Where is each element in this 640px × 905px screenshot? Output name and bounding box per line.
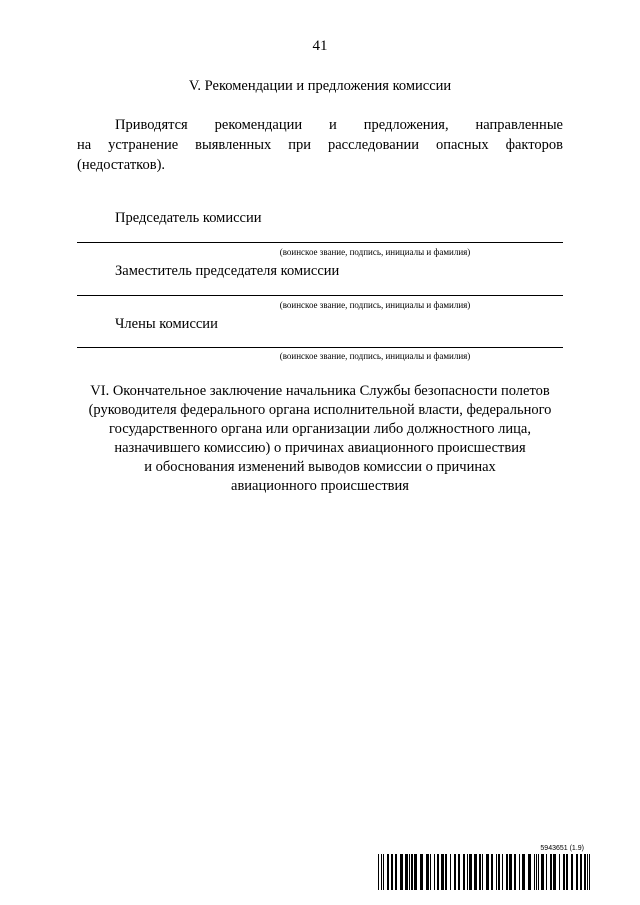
barcode-bar	[482, 854, 483, 890]
barcode-bar	[587, 854, 588, 890]
barcode-bar	[550, 854, 552, 890]
chairman-caption: (воинское звание, подпись, инициалы и фамилия)	[279, 247, 471, 257]
members-label: Члены комиссии	[115, 316, 218, 332]
barcode-image	[378, 854, 590, 890]
barcode-bar	[553, 854, 556, 890]
barcode-bar	[479, 854, 481, 890]
barcode-bar	[519, 854, 520, 890]
barcode-bar	[409, 854, 410, 890]
barcode-bar	[534, 854, 535, 890]
barcode-bar	[469, 854, 472, 890]
barcode-bar	[454, 854, 456, 890]
barcode-bar	[414, 854, 417, 890]
barcode-bar	[411, 854, 413, 890]
barcode-bar	[514, 854, 516, 890]
barcode-bar	[467, 854, 468, 890]
barcode-bar	[450, 854, 451, 890]
barcode-bar	[387, 854, 389, 890]
barcode-bar	[381, 854, 382, 890]
section-vi-heading-line: авиационного происшествия	[231, 478, 409, 494]
barcode-bar	[584, 854, 586, 890]
barcode-bar	[391, 854, 393, 890]
page-number: 41	[312, 38, 328, 54]
paragraph-line: (недостатков).	[77, 157, 166, 173]
section-vi-heading-line: VI. Окончательное заключение начальника Службы безопасности полетов	[90, 383, 550, 399]
section-vi-heading-line: (руководителя федерального органа исполнительной власти, федерального	[88, 402, 552, 418]
barcode-bar	[498, 854, 500, 890]
barcode-bar	[536, 854, 537, 890]
barcode-bar	[441, 854, 444, 890]
section-vi-heading-line: назначившего комиссию) о причинах авиационного происшествия	[114, 440, 526, 456]
barcode-bar	[400, 854, 403, 890]
barcode-bar	[430, 854, 431, 890]
barcode-bar	[434, 854, 435, 890]
paragraph-line: Приводятся рекомендации и предложения, направленные	[115, 117, 563, 133]
barcode-bar	[437, 854, 439, 890]
section-vi-heading-line: и обоснования изменений выводов комиссии о причинах	[144, 459, 496, 475]
barcode-bar	[563, 854, 565, 890]
barcode-bar	[522, 854, 525, 890]
section-vi-heading-line: государственного органа или организации либо должностного лица,	[109, 421, 531, 437]
barcode-bar	[420, 854, 423, 890]
barcode-bar	[589, 854, 590, 890]
deputy-caption: (воинское звание, подпись, инициалы и фамилия)	[279, 300, 471, 310]
barcode-bar	[538, 854, 539, 890]
barcode	[378, 845, 590, 893]
deputy-label: Заместитель председателя комиссии	[115, 263, 340, 279]
barcode-bar	[576, 854, 578, 890]
barcode-bar	[566, 854, 568, 890]
members-caption: (воинское звание, подпись, инициалы и фамилия)	[279, 351, 471, 361]
chairman-label: Председатель комиссии	[115, 210, 262, 226]
paragraph-line: на устранение выявленных при расследовании опасных факторов	[77, 137, 563, 153]
barcode-bar	[378, 854, 379, 890]
barcode-bar	[571, 854, 573, 890]
barcode-bar	[559, 854, 560, 890]
barcode-bar	[445, 854, 447, 890]
barcode-bar	[395, 854, 397, 890]
barcode-bar	[463, 854, 465, 890]
barcode-bar	[405, 854, 408, 890]
section-v-heading: V. Рекомендации и предложения комиссии	[188, 78, 452, 94]
section-vi-heading	[77, 382, 563, 496]
members-signature-line	[77, 347, 563, 348]
chairman-signature-line	[77, 242, 563, 243]
barcode-bar	[509, 854, 512, 890]
barcode-bar	[528, 854, 531, 890]
barcode-bar	[496, 854, 497, 890]
barcode-bar	[506, 854, 508, 890]
barcode-bar	[486, 854, 489, 890]
barcode-bar	[383, 854, 384, 890]
barcode-bar	[502, 854, 503, 890]
barcode-bar	[426, 854, 429, 890]
barcode-bar	[546, 854, 547, 890]
barcode-bar	[580, 854, 582, 890]
barcode-bar	[474, 854, 477, 890]
section-v-paragraph	[77, 115, 563, 175]
barcode-bar	[491, 854, 493, 890]
barcode-bar	[458, 854, 460, 890]
deputy-signature-line	[77, 295, 563, 296]
barcode-bar	[541, 854, 544, 890]
barcode-text: 5943651 (1.9)	[540, 845, 584, 852]
